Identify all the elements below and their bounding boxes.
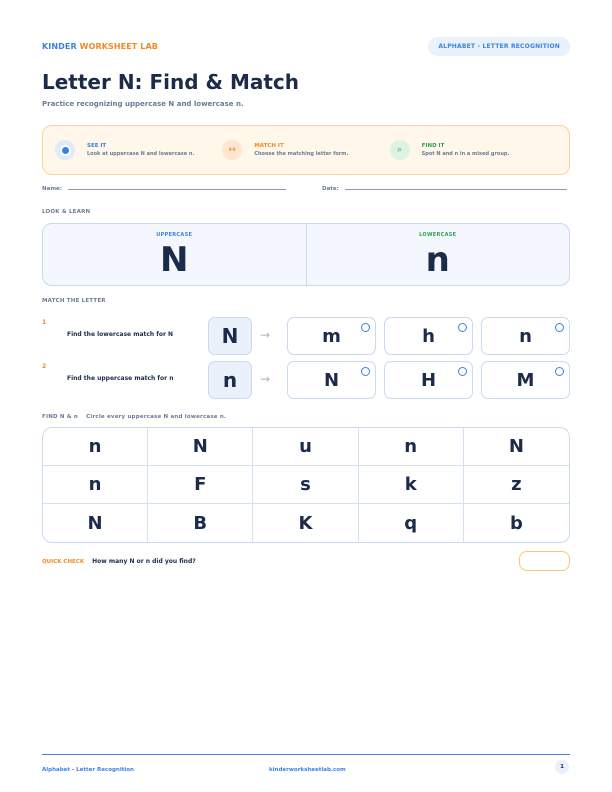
- choice-option[interactable]: [384, 361, 473, 399]
- quick-check-label: QUICK CHECK: [42, 558, 85, 565]
- quick-check: [42, 558, 196, 565]
- radio-circle-icon[interactable]: [361, 367, 370, 376]
- match-row-2: [42, 361, 570, 399]
- match-prompt: Find the uppercase match for n: [67, 375, 174, 382]
- date-label: Date:: [322, 186, 339, 192]
- choice-option[interactable]: [481, 317, 570, 355]
- target-letter: n: [208, 361, 252, 399]
- date-field[interactable]: [322, 186, 567, 192]
- grid-cell[interactable]: n: [43, 428, 148, 466]
- page-number: 1: [555, 760, 569, 774]
- footer-divider: [42, 754, 570, 755]
- choice-letter: m: [322, 325, 341, 347]
- radio-circle-icon[interactable]: [555, 323, 564, 332]
- look-learn-panel: [42, 223, 570, 286]
- choice-letter: h: [422, 325, 435, 347]
- choice-option[interactable]: [384, 317, 473, 355]
- radio-circle-icon[interactable]: [361, 323, 370, 332]
- name-field[interactable]: [42, 186, 286, 192]
- radio-circle-icon[interactable]: [458, 367, 467, 376]
- choice-letter: M: [516, 369, 535, 391]
- grid-cell[interactable]: u: [253, 428, 358, 466]
- grid-cell[interactable]: K: [253, 504, 358, 542]
- lowercase-label: LOWERCASE: [419, 232, 457, 238]
- grid-cell[interactable]: N: [464, 428, 569, 466]
- find-instruction: Circle every uppercase N and lowercase n.: [86, 414, 227, 420]
- grid-cell[interactable]: n: [43, 466, 148, 504]
- grid-cell[interactable]: N: [43, 504, 148, 542]
- grid-cell[interactable]: q: [359, 504, 464, 542]
- brand-part-1: KINDER: [42, 41, 77, 51]
- match-number: 2: [42, 363, 47, 370]
- choice-letter: H: [420, 369, 437, 391]
- step-title: FIND IT: [421, 143, 445, 149]
- name-label: Name:: [42, 186, 62, 192]
- match-letter-label: MATCH THE LETTER: [42, 298, 106, 304]
- header: [42, 36, 570, 56]
- grid-cell[interactable]: s: [253, 466, 358, 504]
- step-description: Spot N and n in a mixed group.: [421, 151, 510, 157]
- match-number: 1: [42, 319, 47, 326]
- steps-panel: [42, 125, 570, 175]
- brand-part-2: WORKSHEET LAB: [79, 41, 158, 51]
- lowercase-panel: [307, 224, 570, 285]
- grid-cell[interactable]: N: [148, 428, 253, 466]
- quick-check-question: How many N or n did you find?: [92, 558, 196, 565]
- arrow-right-icon: →: [260, 372, 271, 386]
- step-description: Choose the matching letter form.: [254, 151, 349, 157]
- grid-cell[interactable]: b: [509, 512, 523, 534]
- target-icon: [55, 140, 75, 160]
- step-match-it: [222, 140, 389, 160]
- target-letter: N: [208, 317, 252, 355]
- choice-option[interactable]: [287, 317, 376, 355]
- lowercase-letter: n: [425, 240, 450, 280]
- page-title: Letter N: Find & Match: [42, 70, 300, 94]
- magnifier-icon: ⌕: [390, 140, 410, 160]
- uppercase-panel: [43, 224, 307, 285]
- grid-cell[interactable]: B: [148, 504, 253, 542]
- choice-letter: n: [519, 325, 532, 347]
- step-description: Look at uppercase N and lowercase n.: [87, 151, 195, 157]
- radio-circle-icon[interactable]: [555, 367, 564, 376]
- topic-badge: ALPHABET - LETTER RECOGNITION: [428, 37, 570, 56]
- choice-option[interactable]: [287, 361, 376, 399]
- footer-website: kinderworksheetlab.com: [269, 767, 346, 773]
- step-title: MATCH IT: [254, 143, 284, 149]
- grid-cell[interactable]: z: [464, 466, 569, 504]
- footer-topic: Alphabet - Letter Recognition: [42, 767, 134, 773]
- radio-circle-icon[interactable]: [458, 323, 467, 332]
- answer-input-box[interactable]: [519, 551, 570, 571]
- choice-letter: N: [323, 369, 340, 391]
- uppercase-letter: N: [160, 240, 189, 280]
- look-learn-label: LOOK & LEARN: [42, 209, 91, 215]
- match-prompt: Find the lowercase match for N: [67, 331, 174, 338]
- step-title: SEE IT: [87, 143, 107, 149]
- match-row-1: [42, 317, 570, 355]
- date-line[interactable]: [345, 189, 567, 190]
- uppercase-label: UPPERCASE: [156, 232, 193, 238]
- step-see-it: [55, 140, 222, 160]
- find-label: FIND N & n: [42, 414, 79, 420]
- grid-cell[interactable]: k: [359, 466, 464, 504]
- arrows-icon: ↔: [222, 140, 242, 160]
- step-find-it: [390, 140, 557, 160]
- arrow-right-icon: →: [260, 328, 271, 342]
- brand-logo: [42, 42, 158, 51]
- choice-option[interactable]: [481, 361, 570, 399]
- grid-cell[interactable]: n: [359, 428, 464, 466]
- grid-cell[interactable]: F: [148, 466, 253, 504]
- find-grid: [42, 427, 570, 543]
- find-section-header: [42, 414, 226, 420]
- name-line[interactable]: [68, 189, 286, 190]
- page-subtitle: Practice recognizing uppercase N and lowercase n.: [42, 100, 244, 108]
